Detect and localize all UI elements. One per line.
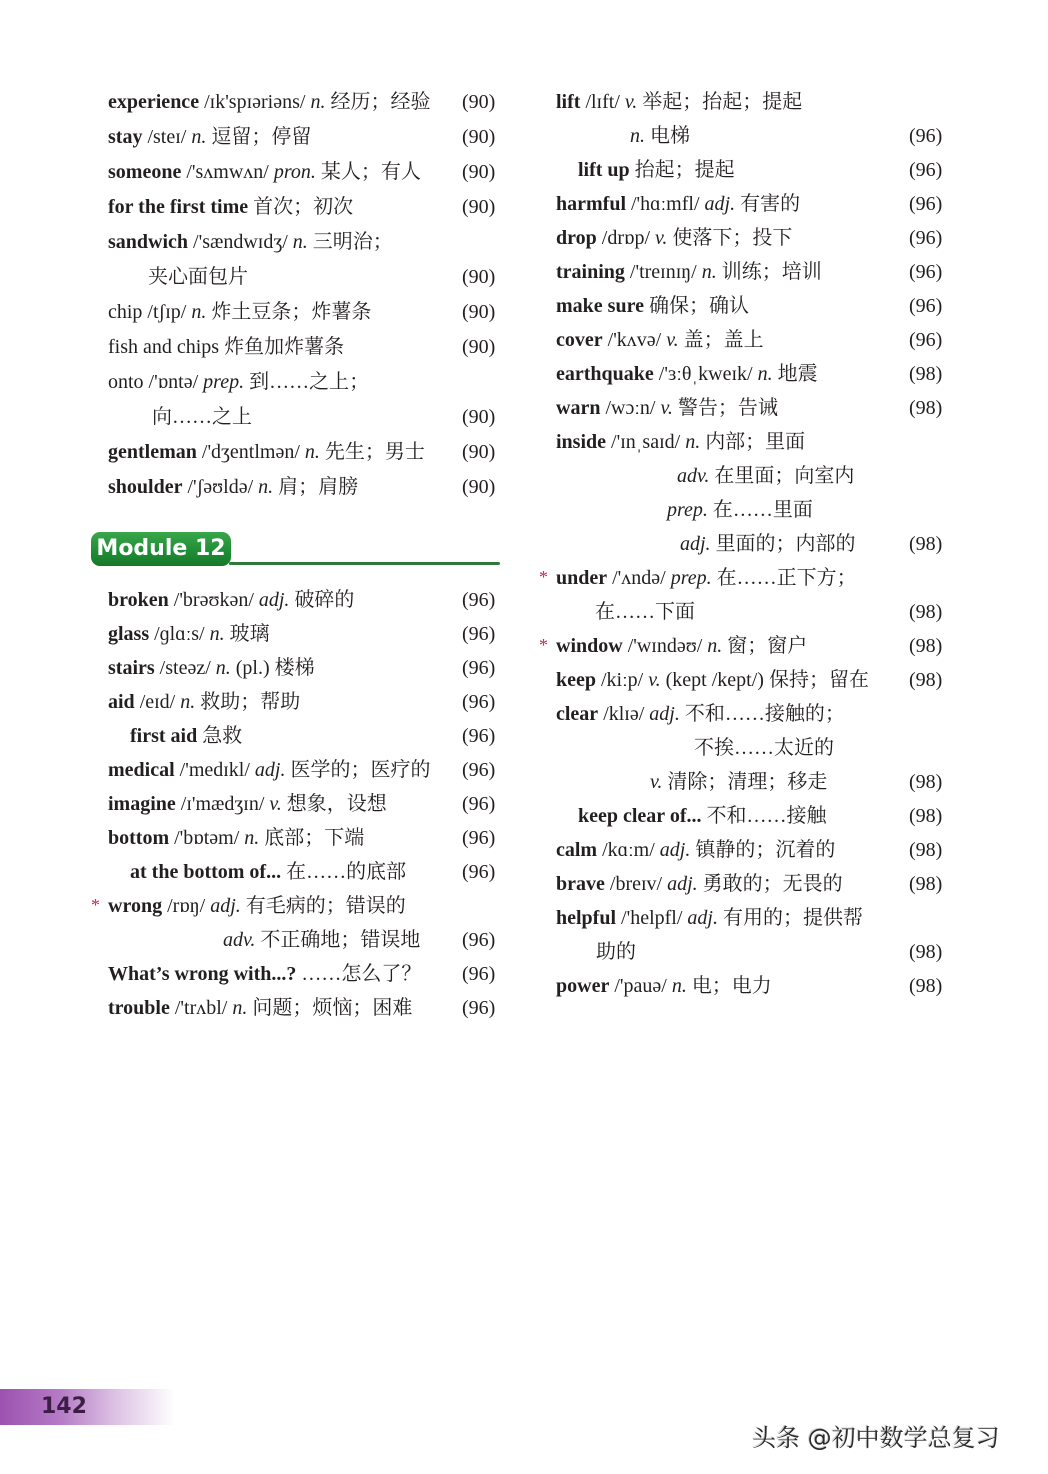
entry-meaning: 经历；经验 xyxy=(325,91,431,113)
vocab-entry-inside-prep xyxy=(667,493,813,527)
entry-page-ref: (96) xyxy=(462,997,496,1019)
entry-phonetic: /'dʒentlmən/ xyxy=(196,441,305,463)
vocab-entry-training xyxy=(556,255,822,289)
entry-word: medical xyxy=(108,759,175,781)
entry-page-ref: (98) xyxy=(909,805,943,827)
entry-word: brave xyxy=(556,873,605,895)
vocab-entry-experience xyxy=(108,85,430,119)
entry-pos: prep. xyxy=(670,567,712,589)
entry-meaning: 向……之上 xyxy=(152,406,252,428)
entry-phonetic: /'ʌndə/ xyxy=(607,567,671,589)
entry-page-ref: (96) xyxy=(909,329,943,351)
entry-meaning: 确保；确认 xyxy=(648,295,749,317)
entry-page-ref: (96) xyxy=(462,691,496,713)
entry-pos: n. xyxy=(209,623,225,645)
entry-word: earthquake xyxy=(556,363,654,385)
entry-meaning: 有害的 xyxy=(735,193,801,215)
entry-word: calm xyxy=(556,839,598,861)
entry-pos: prep. xyxy=(667,499,708,521)
entry-phonetic: /'sʌmwʌn/ xyxy=(181,161,274,183)
entry-meaning: 首次；初次 xyxy=(253,196,354,218)
entry-meaning: 清除；清理；移走 xyxy=(662,771,828,793)
entry-phonetic: /'hɑːmfl/ xyxy=(626,193,705,215)
page-number: 142 xyxy=(41,1394,87,1419)
entry-meaning: 底部；下端 xyxy=(259,827,365,849)
entry-pos: n. xyxy=(191,126,207,148)
entry-phonetic: /klɪə/ xyxy=(598,703,650,725)
entry-phonetic: /lɪft/ xyxy=(580,91,625,113)
vocab-entry-make-sure xyxy=(556,289,749,323)
key-word-star-icon: * xyxy=(539,567,548,587)
vocab-entry-inside-adv xyxy=(677,459,854,493)
vocab-entry-lift xyxy=(556,85,802,119)
entry-pos: n. xyxy=(630,125,645,147)
entry-page-ref: (96) xyxy=(462,963,496,985)
entry-meaning: 训练；培训 xyxy=(716,261,822,283)
entry-word: lift up xyxy=(578,159,630,181)
vocab-entry-trouble xyxy=(108,991,412,1025)
entry-meaning: 里面的；内部的 xyxy=(710,533,856,555)
entry-page-ref: (96) xyxy=(909,159,943,181)
entry-meaning: 电；电力 xyxy=(686,975,772,997)
key-word-star-icon: * xyxy=(91,895,100,915)
entry-pos: v. xyxy=(660,397,673,419)
entry-meaning: 不正确地；错误地 xyxy=(255,929,421,951)
entry-page-ref: (98) xyxy=(909,601,943,623)
module-divider xyxy=(229,562,500,565)
entry-pos: adj. xyxy=(649,703,680,725)
vocab-entry-first-aid xyxy=(130,719,242,753)
vocab-entry-onto-cont xyxy=(152,400,252,434)
entry-phonetic: /'trʌbl/ xyxy=(169,997,233,1019)
page-number-bar xyxy=(0,1389,175,1425)
entry-pos: v. xyxy=(269,793,282,815)
entry-meaning: 救助；帮助 xyxy=(195,691,301,713)
entry-page-ref: (90) xyxy=(462,336,496,358)
entry-meaning: 镇静的；沉着的 xyxy=(690,839,836,861)
entry-meaning: 炸鱼加炸薯条 xyxy=(224,336,345,358)
entry-pos: n. xyxy=(685,431,701,453)
entry-word: lift xyxy=(556,91,581,113)
entry-meaning: 警告；告诫 xyxy=(672,397,778,419)
entry-meaning: 夹心面包片 xyxy=(148,266,248,288)
entry-meaning: 在……正下方； xyxy=(711,567,857,589)
entry-word: helpful xyxy=(556,907,617,929)
entry-meaning: 医学的；医疗的 xyxy=(285,759,431,781)
entry-page-ref: (96) xyxy=(462,759,496,781)
entry-meaning: 到……之上； xyxy=(244,371,370,393)
entry-phonetic: /'wɪndəʊ/ xyxy=(622,635,708,657)
entry-word: What’s wrong with...? xyxy=(108,963,297,985)
entry-page-ref: (96) xyxy=(462,861,496,883)
entry-phonetic: /'brəʊkən/ xyxy=(168,589,259,611)
vocab-entry-calm xyxy=(556,833,835,867)
entry-phonetic: /'kʌvə/ xyxy=(602,329,667,351)
vocab-entry-bottom xyxy=(108,821,364,855)
entry-page-ref: (96) xyxy=(462,657,496,679)
entry-phonetic: /ɪk'spɪəriəns/ xyxy=(199,91,311,113)
entry-pos: adj. xyxy=(258,589,290,611)
entry-pos: adj. xyxy=(667,873,698,895)
vocab-entry-lift-up xyxy=(578,153,735,187)
watermark: 头条 @初中数学总复习 xyxy=(752,1424,1000,1452)
entry-word: wrong xyxy=(108,895,163,917)
entry-word: gentleman xyxy=(108,441,197,463)
entry-word: first aid xyxy=(130,725,198,747)
entry-phonetic: /'treɪnɪŋ/ xyxy=(624,261,702,283)
entry-pos: n. xyxy=(757,363,773,385)
entry-word: keep clear of... xyxy=(578,805,702,827)
entry-page-ref: (96) xyxy=(909,227,943,249)
entry-page-ref: (96) xyxy=(462,589,496,611)
vocab-entry-warn xyxy=(556,391,778,425)
entry-meaning: (kept /kept/) 保持；留在 xyxy=(660,669,869,691)
vocab-entry-keep-clear-of xyxy=(578,799,827,833)
entry-phonetic: /steɪ/ xyxy=(142,126,192,148)
entry-page-ref: (98) xyxy=(909,533,943,555)
entry-phonetic: /'pauə/ xyxy=(609,975,672,997)
entry-meaning: 助的 xyxy=(596,941,636,963)
vocab-entry-onto xyxy=(108,365,369,399)
entry-page-ref: (98) xyxy=(909,635,943,657)
entry-pos: prep. xyxy=(203,371,245,393)
entry-word: trouble xyxy=(108,997,170,1019)
entry-word: stay xyxy=(108,126,143,148)
vocab-entry-clear xyxy=(556,697,845,731)
vocab-entry-power xyxy=(556,969,772,1003)
entry-page-ref: (90) xyxy=(462,161,496,183)
vocab-entry-medical xyxy=(108,753,430,787)
entry-pos: adj. xyxy=(687,907,718,929)
entry-word: fish and chips xyxy=(108,336,225,358)
entry-meaning: 在……下面 xyxy=(595,601,695,623)
entry-meaning: 盖；盖上 xyxy=(678,329,764,351)
entry-page-ref: (96) xyxy=(909,295,943,317)
entry-meaning: 地震 xyxy=(772,363,818,385)
entry-phonetic: /'sændwɪdʒ/ xyxy=(188,231,293,253)
entry-pos: n. xyxy=(701,261,717,283)
entry-pos: n. xyxy=(304,441,320,463)
vocab-entry-imagine xyxy=(108,787,387,821)
entry-pos: n. xyxy=(232,997,248,1019)
entry-phonetic: /kiːp/ xyxy=(596,669,649,691)
entry-meaning: 勇敢的；无畏的 xyxy=(697,873,843,895)
entry-page-ref: (98) xyxy=(909,363,943,385)
vocab-entry-under-cont xyxy=(595,595,695,629)
vocab-entry-fish-and-chips xyxy=(108,330,344,364)
entry-phonetic: /'ɪnˌsaɪd/ xyxy=(606,431,686,453)
entry-meaning: 在……里面 xyxy=(707,499,813,521)
vocab-entry-window xyxy=(556,629,807,663)
vocab-entry-shoulder xyxy=(108,470,358,504)
key-word-star-icon: * xyxy=(539,635,548,655)
entry-word: experience xyxy=(108,91,200,113)
entry-page-ref: (98) xyxy=(909,771,943,793)
entry-meaning: 逗留；停留 xyxy=(206,126,312,148)
entry-meaning: 电梯 xyxy=(645,125,690,147)
vocab-entry-helpful-cont xyxy=(596,935,636,969)
entry-page-ref: (96) xyxy=(462,725,496,747)
vocab-entry-lift-noun xyxy=(630,119,690,153)
entry-meaning: 问题；烦恼；困难 xyxy=(247,997,413,1019)
entry-page-ref: (98) xyxy=(909,669,943,691)
entry-pos: v. xyxy=(648,669,661,691)
entry-word: glass xyxy=(108,623,150,645)
entry-page-ref: (98) xyxy=(909,839,943,861)
entry-phonetic: /breɪv/ xyxy=(604,873,668,895)
entry-word: warn xyxy=(556,397,601,419)
vocab-entry-at-the-bottom-of xyxy=(130,855,406,889)
vocab-entry-inside-adj xyxy=(680,527,856,561)
entry-pos: pron. xyxy=(273,161,316,183)
entry-pos: adj. xyxy=(680,533,711,555)
entry-meaning: 急救 xyxy=(202,725,243,747)
vocab-entry-stay xyxy=(108,120,311,154)
entry-word: sandwich xyxy=(108,231,189,253)
entry-meaning: 有用的；提供帮 xyxy=(717,907,863,929)
module-header xyxy=(91,532,500,568)
entry-pos: n. xyxy=(292,231,308,253)
entry-meaning: 某人；有人 xyxy=(315,161,421,183)
vocab-entry-harmful xyxy=(556,187,800,221)
vocab-entry-wrong xyxy=(108,889,406,923)
entry-page-ref: (96) xyxy=(909,261,943,283)
vocab-entry-inside xyxy=(556,425,805,459)
entry-pos: v. xyxy=(624,91,638,113)
vocab-entry-glass xyxy=(108,617,270,651)
entry-word: for the first time xyxy=(108,196,249,218)
vocab-entry-earthquake xyxy=(556,357,818,391)
entry-pos: adj. xyxy=(210,895,241,917)
entry-page-ref: (90) xyxy=(462,441,496,463)
entry-word: power xyxy=(556,975,610,997)
entry-page-ref: (90) xyxy=(462,126,496,148)
entry-phonetic: /ɪ'mædʒɪn/ xyxy=(175,793,270,815)
vocab-entry-under xyxy=(556,561,857,595)
entry-page-ref: (96) xyxy=(462,827,496,849)
entry-pos: n. xyxy=(707,635,723,657)
entry-page-ref: (90) xyxy=(462,91,496,113)
vocab-entry-aid xyxy=(108,685,300,719)
entry-phonetic: /'ʃəʊldə/ xyxy=(182,476,259,498)
entry-word: harmful xyxy=(556,193,626,215)
vocab-entry-drop xyxy=(556,221,792,255)
entry-page-ref: (96) xyxy=(462,623,496,645)
vocab-entry-cover xyxy=(556,323,764,357)
vocab-entry-clear-cont xyxy=(694,731,834,765)
entry-word: onto /'ɒntə/ xyxy=(108,371,204,393)
vocab-entry-broken xyxy=(108,583,354,617)
entry-page-ref: (90) xyxy=(462,476,496,498)
entry-pos: n. xyxy=(258,476,274,498)
entry-word: stairs xyxy=(108,657,155,679)
entry-phonetic: /'medɪkl/ xyxy=(174,759,255,781)
entry-meaning: 在……的底部 xyxy=(286,861,407,883)
entry-pos: adj. xyxy=(254,759,286,781)
entry-word: bottom xyxy=(108,827,170,849)
entry-phonetic: /'bɒtəm/ xyxy=(169,827,245,849)
vocab-entry-whats-wrong-with xyxy=(108,957,421,991)
entry-word: training xyxy=(556,261,625,283)
entry-pos: v. xyxy=(650,771,663,793)
entry-pos: adj. xyxy=(704,193,736,215)
entry-pos: adv. xyxy=(677,465,710,487)
entry-phonetic: /'ɜːθˌkweɪk/ xyxy=(653,363,758,385)
vocab-entry-stairs xyxy=(108,651,315,685)
vocab-entry-keep xyxy=(556,663,869,697)
entry-phonetic: /drɒp/ xyxy=(596,227,655,249)
entry-word: imagine xyxy=(108,793,176,815)
entry-pos: n. xyxy=(244,827,260,849)
entry-meaning: 抬起；提起 xyxy=(634,159,735,181)
entry-pos: n. xyxy=(191,301,207,323)
entry-pos: v. xyxy=(655,227,668,249)
entry-pos: n. xyxy=(180,691,196,713)
entry-meaning: 三明治； xyxy=(307,231,393,253)
entry-phonetic: /'helpfl/ xyxy=(616,907,688,929)
entry-word: at the bottom of... xyxy=(130,861,282,883)
vocab-entry-sandwich-cont xyxy=(148,260,248,294)
entry-phonetic: /eɪd/ xyxy=(134,691,181,713)
entry-word: drop xyxy=(556,227,597,249)
vocab-entry-for-the-first-time xyxy=(108,190,353,224)
entry-pos: adv. xyxy=(223,929,256,951)
vocab-entry-helpful xyxy=(556,901,863,935)
entry-word: inside xyxy=(556,431,607,453)
entry-phonetic: /ɡlɑːs/ xyxy=(149,623,210,645)
entry-meaning: 想象，设想 xyxy=(281,793,387,815)
entry-word: clear xyxy=(556,703,599,725)
entry-meaning: 在里面；向室内 xyxy=(709,465,855,487)
entry-page-ref: (98) xyxy=(909,397,943,419)
entry-page-ref: (98) xyxy=(909,975,943,997)
entry-word: cover xyxy=(556,329,603,351)
entry-word: aid xyxy=(108,691,135,713)
entry-meaning: 不挨……太近的 xyxy=(694,737,834,759)
vocab-entry-clear-verb xyxy=(650,765,827,799)
entry-phonetic: /kɑːm/ xyxy=(597,839,660,861)
entry-pos: v. xyxy=(666,329,679,351)
entry-meaning: 肩；肩膀 xyxy=(273,476,359,498)
entry-meaning: 举起；抬起；提起 xyxy=(637,91,803,113)
entry-phonetic: /steəz/ xyxy=(154,657,216,679)
entry-page-ref: (96) xyxy=(462,793,496,815)
entry-page-ref: (96) xyxy=(909,193,943,215)
entry-page-ref: (90) xyxy=(462,301,496,323)
entry-word: keep xyxy=(556,669,596,691)
entry-meaning: 破碎的 xyxy=(289,589,355,611)
entry-word: broken xyxy=(108,589,169,611)
entry-word: under xyxy=(556,567,608,589)
vocab-entry-wrong-adv xyxy=(223,923,420,957)
module-title: Module 12 xyxy=(91,532,231,566)
entry-pos: n. xyxy=(671,975,687,997)
entry-meaning: (pl.) 楼梯 xyxy=(230,657,315,679)
entry-phonetic: /wɔːn/ xyxy=(600,397,661,419)
entry-meaning: 窗；窗户 xyxy=(722,635,808,657)
entry-meaning: 有毛病的；错误的 xyxy=(240,895,406,917)
entry-meaning: 使落下；投下 xyxy=(667,227,793,249)
entry-meaning: 内部；里面 xyxy=(700,431,806,453)
entry-meaning: 炸土豆条；炸薯条 xyxy=(206,301,372,323)
entry-meaning: ……怎么了？ xyxy=(301,963,422,985)
vocab-entry-chip xyxy=(108,295,371,329)
entry-page-ref: (90) xyxy=(462,266,496,288)
entry-page-ref: (90) xyxy=(462,406,496,428)
entry-pos: adj. xyxy=(659,839,691,861)
entry-pos: n. xyxy=(310,91,326,113)
entry-page-ref: (96) xyxy=(462,929,496,951)
entry-word: someone xyxy=(108,161,182,183)
entry-page-ref: (98) xyxy=(909,873,943,895)
entry-word: chip /tʃɪp/ xyxy=(108,301,192,323)
entry-word: shoulder xyxy=(108,476,183,498)
vocab-entry-sandwich xyxy=(108,225,393,259)
entry-page-ref: (98) xyxy=(909,941,943,963)
entry-meaning: 玻璃 xyxy=(224,623,270,645)
entry-meaning: 不和……接触的； xyxy=(679,703,845,725)
entry-meaning: 先生；男士 xyxy=(319,441,425,463)
vocab-entry-gentleman xyxy=(108,435,425,469)
entry-word: window xyxy=(556,635,623,657)
entry-pos: n. xyxy=(215,657,231,679)
entry-meaning: 不和……接触 xyxy=(706,805,827,827)
vocab-entry-brave xyxy=(556,867,843,901)
entry-page-ref: (90) xyxy=(462,196,496,218)
entry-word: make sure xyxy=(556,295,644,317)
entry-phonetic: /rɒŋ/ xyxy=(162,895,211,917)
entry-page-ref: (96) xyxy=(909,125,943,147)
vocab-entry-someone xyxy=(108,155,421,189)
